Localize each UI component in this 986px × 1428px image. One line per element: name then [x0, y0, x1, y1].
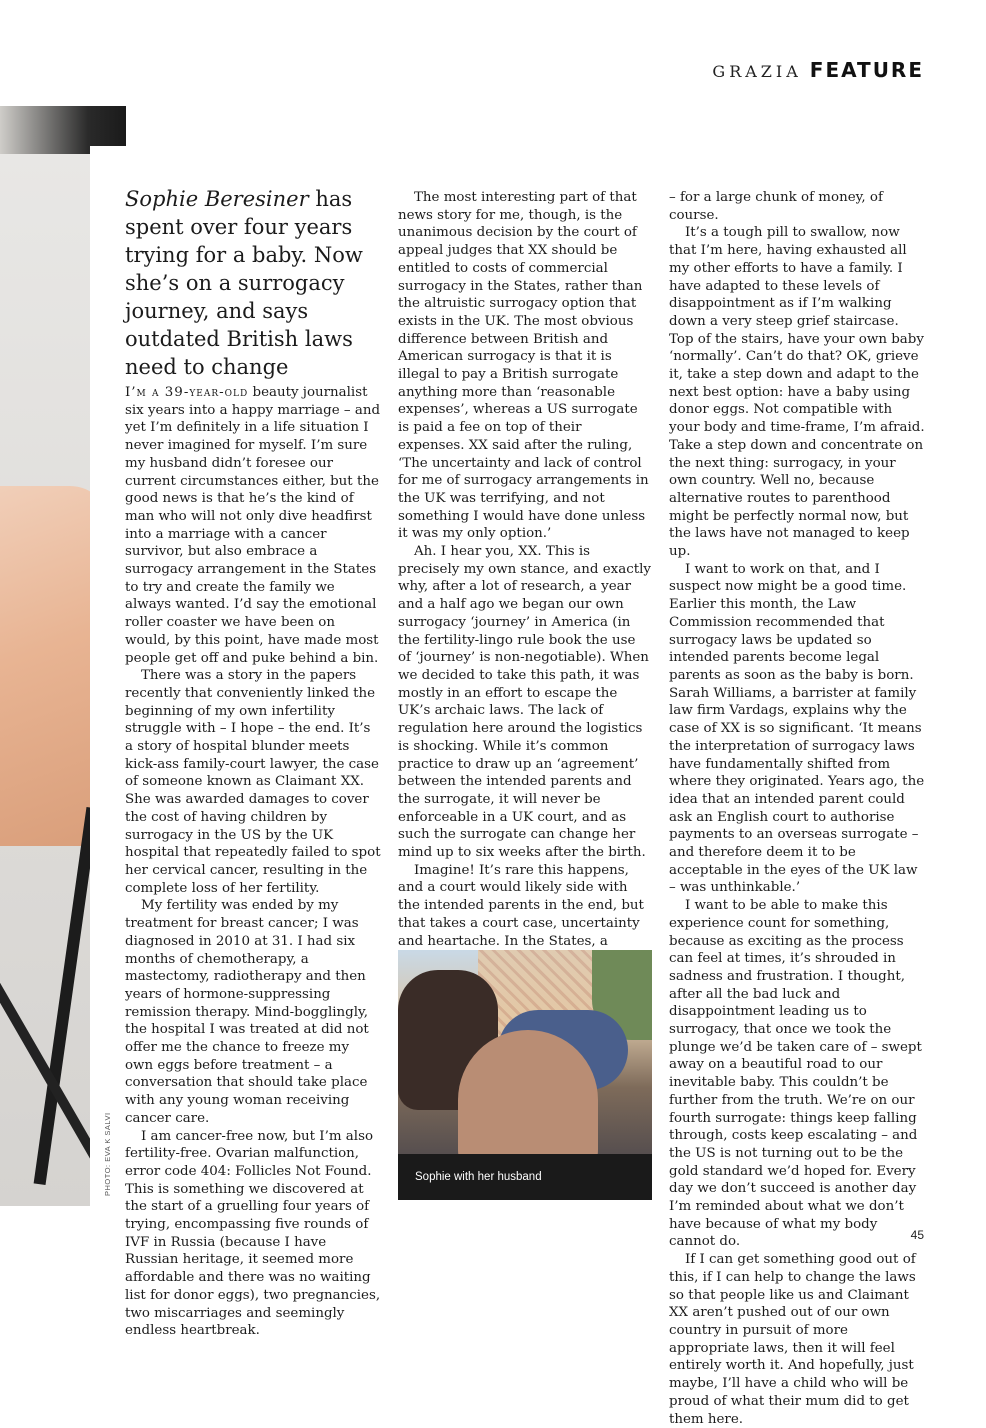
paragraph: I’m a 39-year-old beauty journalist six years into a happy marriage – and yet I’m definitely in a life situation I never imagined for myself. I’m sure my husband didn’t foresee our current circumstances either, but the good news is that he’s the kind of man who will not only dive headfirst into a marriage with a cancer survivor, but also embrace a surrogacy arrangement in the States to try and create the family we always wanted. I’d say the emotional roller coaster we have been on would, by this point, have made most people get off and puke behind a bin.: [125, 385, 381, 666]
photo-credit: PHOTO: EVA K SALVI: [103, 1112, 112, 1196]
paragraph: There was a story in the papers recently that conveniently linked the beginning of my own infertility struggle with – I hope – the end. It’s a story of hospital blunder meets kick-ass family-court lawyer, the case of someone known as Claimant XX. She was awarded damages to cover the cost of having children by surrogacy in the US by the UK hospital that repeatedly failed to spot her cervical cancer, resulting in the complete loss of her fertility.: [125, 668, 381, 896]
author-name: Sophie Beresiner: [125, 187, 309, 211]
paragraph: It’s a tough pill to swallow, now that I’m here, having exhausted all my other efforts to have a family. I have adapted to these levels of disappointment as if I’m walking down a very steep grief staircase. Top of the stairs, have your own baby ‘normally’. Can’t do that? OK, grieve it, take a step down and adapt to the next best option: have a baby using donor eggs. Not compatible with your body and time-frame, I’m afraid. Take a step down and concentrate on the next thing: surrogacy, in your own country. Well no, because alternative routes to parenthood might be perfectly normal now, but the laws have not managed to keep up.: [669, 225, 925, 560]
standfirst-text: has spent over four years trying for a baby. Now she’s on a surrogacy journey, and says outdated British laws need to change: [125, 187, 363, 379]
paragraph: I want to be able to make this experience count for something, because as exciting as the process can feel at times, it’s shrouded in sadness and frustration. I thought, after all the bad luck and disappointment leading us to surrogacy, that once we took the plunge we’d be taken care of – swept away on a beautiful road to our inevitable baby. This couldn’t be further from the truth. We’re on our fourth surrogate: things keep falling through, costs keep escalating – and the US is not turning out to be the gold standard we’d hoped for. Every day we don’t succeed is another day I’m reminded about what we don’t have because of what my body cannot do.: [669, 898, 922, 1250]
couple-photo: [398, 950, 652, 1200]
paragraph: The most interesting part of that news story for me, though, is the unanimous decision by the court of appeal judges that XX should be entitled to costs of commercial surrogacy in the States, rather than the altruistic surrogacy option that exists in the UK. The most obvious difference between British and American surrogacy is that it is illegal to pay a British surrogate anything more than ‘reasonable expenses’, whereas a US surrogate is paid a fee on top of their expenses. XX said after the ruling, ‘The uncertainty and lack of control for me of surrogacy arrangements in the UK was terrifying, and not something I would have done unless it was my only option.’: [398, 190, 649, 542]
magazine-name: GRAZIA: [712, 62, 802, 81]
page-header: [712, 58, 924, 82]
chair-leg-shape: [34, 807, 99, 1185]
article-column-1: [125, 384, 381, 1340]
page-number: 45: [910, 1228, 924, 1242]
article-column-2: [398, 189, 652, 1039]
section-label: FEATURE: [809, 58, 924, 82]
standfirst: [125, 185, 381, 381]
article-column-3: [669, 189, 925, 1428]
paragraph: I want to work on that, and I suspect now might be a good time. Earlier this month, the Law Commission recommended that surrogacy laws be updated so intended parents become legal parents as soon as the baby is born. Sarah Williams, a barrister at family law firm Vardags, explains why the case of XX is so significant. ‘It means the interpretation of surrogacy laws have fundamentally shifted from where they originated. Years ago, the idea that an intended parent could ask an English court to authorise payments to an overseas surrogate – and therefore deem it to be acceptable in the eyes of the UK law – was unthinkable.’: [669, 561, 925, 896]
paragraph: Ah. I hear you, XX. This is precisely my own stance, and exactly why, after a lot of research, a year and a half ago we began our own surrogacy ‘journey’ in America (in the fertility-lingo rule book the use of ‘journey’ is non-negotiable). When we decided to take this path, it was mostly in an effort to escape the UK’s archaic laws. The lack of regulation here around the logistics is shocking. While it’s common practice to draw up an ‘agreement’ between the intended parents and the surrogate, it will never be enforceable in a UK court, and as such the surrogate can change her mind up to six weeks after the birth.: [398, 544, 651, 861]
paragraph: I am cancer-free now, but I’m also fertility-free. Ovarian malfunction, error code 404: Follicles Not Found. This is something we discovered at the start of a gruelling four years of trying, encompassing five rounds of IVF in Russia (because I have Russian heritage, it seemed more affordable and there was no waiting list for donor eggs), two pregnancies, two miscarriages and seemingly endless heartbreak.: [125, 1128, 381, 1339]
paragraph: – for a large chunk of money, of course.: [669, 190, 883, 223]
paragraph: My fertility was ended by my treatment for breast cancer; I was diagnosed in 2010 at 31. I had six months of chemotherapy, a mastectomy, radiotherapy and then years of hormone-suppressing remission therapy. Mind-bogglingly, the hospital I was treated at did not offer me the chance to freeze my own eggs before treatment – a conversation that should take place with any young woman receiving cancer care.: [125, 898, 369, 1126]
lead-in: I’m a 39-year-old: [125, 385, 249, 400]
paragraph: Imagine! It’s rare this happens, and a court would likely side with the intended parents in the end, but that takes a court case, uncertainty and heartache. In the States, a: [398, 862, 644, 949]
paragraph: If I can get something good out of this, if I can help to change the laws so that people like us and Claimant XX aren’t pushed out of our own country in pursuit of more appropriate laws, then it will feel entirely worth it. And hopefully, just maybe, I’ll have a child who will be proud of what their mum did to get them here.: [669, 1252, 916, 1427]
photo-caption: Sophie with her husband: [415, 1171, 542, 1183]
